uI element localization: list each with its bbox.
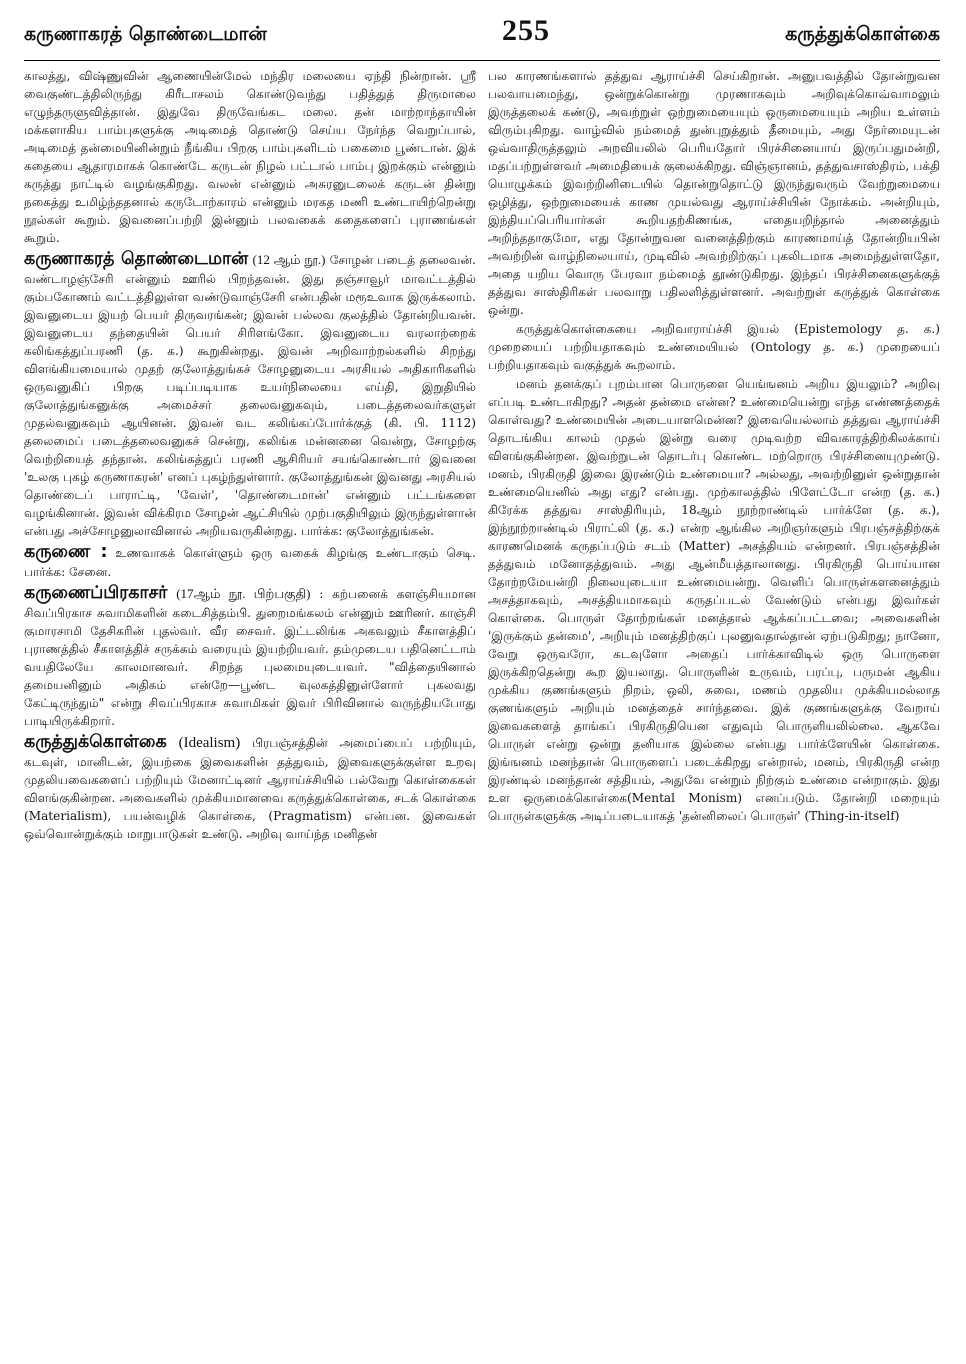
paragraph-right-2: கருத்துக்கொள்கையை அறிவாராய்ச்சி இயல் (Epistemology த. க.) முறையைப் பற்றியதாகவும் உண்மையியல் (Ontology த. க.) முறையைப் பற்றியதாகவும் வகுத்துக் கூறலாம். [488, 322, 940, 372]
paragraph-right-3: மனம் தனக்குப் புறம்பான பொருளை யெங்ஙனம் அறிய இயலும்? அறிவு எப்படி உண்டாகிறது? அதன் தன்மை என்ன? உண்மையென்று எந்த எண்ணத்தைக் கொள்வது? உண்மையின் அடையாளமென்ன? இவையெல்லாம் தத்துவ ஆராய்ச்சி தொடங்கிய காலம் முதல் இன்று வரை முடிவற்ற விவகாரத்திற்கிலக்காய் விளங்குகின்றன. இவற்றுடன் தொடர்பு கொண்ட மற்றொரு பிரச்சினையுமுண்டு. மனம், பிரகிருதி இவை இரண்டும் உண்மையா? அல்லது, அவற்றினுள் ஒன்றுதான் உண்மையெனில் அது எது? என்பது. முற்காலத்தில் பிளேட்டோ என்ற (த. க.) கிரேக்க தத்துவ சாஸ்திரியும், 18ஆம் நூற்றாண்டில் பார்க்ளே (த. க.), இந்நூற்றாண்டில் பிராட்லி (த. க.) என்ற ஆங்கில அறிஞர்களும் பிரபஞ்சத்திற்குக் காரணமெனக் கருதப்படும் சடம் (Matter) அசத்தியம் என்றனர். பிரபஞ்சத்தின் தத்துவம் மனோதத்துவம். அது ஆன்மீயத்தாலானது. பிரகிருதி பொய்யான தோற்றமேயன்றி நிலையுடையா உண்மையன்று. வெளிப் பொருள்களனைத்தும் அசத்தாகவும், அசத்தியமாகவும் கருதப்படல் வேண்டும் என்பது இவர்கள் கொள்கை. பொருள் தோற்றங்கள் மனத்தால் ஆக்கப்பட்டவை; அவைகளின் 'இருக்கும் தன்மை', அறியும் மனத்திற்குப் புலனுவதால்தான் ஏற்படுகிறது; நானோ, வேறு ஒருவரோ, கடவுளோ அதைப் பார்க்காவிடில் ஒரு பொருளை இருக்கிறதென்று கூற இயலாது. பொருளின் உருவம், பரப்பு, பருமன் ஆகிய முக்கிய குணங்களும் நிறம், ஒலி, சுவை, மணம் முதலிய முக்கியமல்லாத குணங்களும் அறியும் மனத்தைச் சார்ந்தவை. இக் குணங்களுக்கு வேறாய் இவைகளைத் தாங்கப் பிரகிருதியென எதுவும் பொருளியலில்லை. ஆகவே பொருள் என்று ஒன்று தனியாக இல்லை என்பது பார்க்ளேயின் கொள்கை. இங்ஙனம் மனந்தான் பொருளைப் படைக்கிறது என்றால், மனம், பிரகிருதி என்ற இரண்டில் மனந்தான் சத்தியம், அதுவே என்றும் நிற்கும் உண்மை என்றாகும். இது உள ஒருமைக்கொள்கை(Mental Monism) எனப்படும். தோன்றி மறையும் பொருள்களுக்கு அடிப்படையாகத் 'தன்னிலைப் பொருள்' (Thing-in-itself) [488, 377, 940, 823]
header-right-headword: கருத்துக்கொள்கை [785, 23, 940, 45]
note-idealism: (Idealism) [178, 735, 241, 751]
body-karunai: உணவாகக் கொள்ளும் ஒரு வகைக் கிழங்கு உண்டாகும் செடி. பார்க்க: சேனை. [24, 546, 476, 579]
headword-karuthukkolgai: கருத்துக்கொள்கை [24, 732, 167, 752]
body-karuthukkolgai: பிரபஞ்சத்தின் அமைப்பைப் பற்றியும், கடவுள், மானிடன், இயற்கை இவைகளின் தத்துவம், இவைகளுக்குள்ள உறவு முதலியவைகளைப் பற்றியும் மேனாட்டினர் ஆராய்ச்சியில் பல்வேறு கொள்கைகள் விளங்குகின்றன. அவைகளில் முக்கியமானவை கருத்துக்கொள்கை, சடக் கொள்கை (Materialism), பயன்வழிக் கொள்கை, (Pragmatism) என்பன. இவைகள் ஒவ்வொன்றுக்கும் மாறுபாடுகள் உண்டு. அறிவு வாய்ந்த மனிதன் [24, 736, 476, 841]
headword-karunakara: கருணாகரத் தொண்டைமான் [24, 249, 249, 269]
entry-karunakara [24, 248, 476, 540]
note-karunakara: (12 ஆம் நூ.) [252, 252, 326, 267]
page-number: 255 [501, 14, 550, 47]
body-karunakara: சோழன் படைத் தலைவன். வண்டாழஞ்சேரி என்னும் ஊரில் பிறந்தவன். இது தஞ்சாவூர் மாவட்டத்தில் கும்பகோணம் வட்டத்திலுள்ள வண்டுவாஞ்சேரி என்பதின் மரூஉவாக இருக்கலாம். இவனுடைய இயற் பெயர் திருவரங்கன்; இவன் பல்லவ குலத்தில் தோன்றியவன். இவனுடைய தந்தையின் பெயர் சிரிளங்கோ. இவனுடைய வரலாற்றைக் கலிங்கத்துப்பரணி (த. க.) கூறுகின்றது. இவன் அறிவாற்றல்களில் சிறந்து விளங்கியமையால் முதற் குலோத்துங்கச் சோழனுடைய அரசியல் அதிகாரிகளில் ஒருவனுகிப் பிறகு படிப்படியாக உயர்நிலையை எய்தி, இறுதியில் குலோத்துங்கனுக்கு அமைச்சர் தலைவனுகவும், படைத்தலைவர்களுள் முதல்வனுகவும் ஆயினன். இவன் வட கலிங்கப்போர்க்குத் (கி. பி. 1112) தலைமைப் படைத்தலைவனுகச் சென்று, கலிங்க மன்னனை வென்று, சோழற்கு வெற்றியைத் தந்தான். கலிங்கத்துப் பரணி ஆசிரியர் சயங்கொண்டார் இவனை 'உலகு புகழ் கருணாகரன்' எனப் புகழ்ந்துள்ளார். குலோத்துங்கன் இவனது அரசியல் தொண்டைப் பாராட்டி, 'வேள்', 'தொண்டைமான்' என்னும் பட்டங்களை வழங்கினான். இவன் விக்கிரம சோழன் ஆட்சியில் முற்பகுதியிலும் இருந்துள்ளான் என்பது அச்சோழனுலாவினால் அறியவருகின்றது. பார்க்க: குலோத்துங்கன். [24, 253, 476, 538]
headword-karunaiprakasar: கருணைப்பிரகாசர் [24, 583, 168, 603]
entry-karunaiprakasar [24, 582, 476, 730]
entry-karunai [24, 541, 476, 581]
entry-karuthukkolgai [24, 731, 476, 843]
right-column [488, 67, 940, 844]
header-left-headword: கருணாகரத் தொண்டைமான் [24, 23, 267, 45]
headword-karunai: கருணை : [24, 542, 108, 562]
body-karunaiprakasar: : கற்பனைக் களஞ்சியமான சிவப்பிரகாச சுவாமிகளின் கடைசித்தம்பி. துறைமங்கலம் என்னும் ஊரினர். காஞ்சி குமாரசாமி தேசிகரின் புதல்வர். வீர சைவர். இட்டலிங்க அகவலும் சீகாளத்திப் புராணத்தில் சீகாளத்திச் சருக்கம் வரையும் இயற்றியவர். தம்முடைய பதினெட்டாம் வயதிலேயே காலமானவர். சிறந்த புலமையுடையவர். "வித்தையினால் தமையனினும் அதிகம் என்றே—பூண்ட வுலகத்தினுள்ளோர் புகலவது கேட்டிருந்தும்" என்று சிவப்பிரகாச சுவாமிகள் இவர் பிரிவினால் வருந்தியபோது பாடியிருக்கிறார். [24, 587, 476, 728]
running-head [24, 14, 940, 61]
note-karunaiprakasar: (17ஆம் நூ. பிற்பகுதி) [176, 586, 311, 601]
left-column [24, 67, 476, 844]
paragraph-vishnu: காலத்து, விஷ்ணுவின் ஆணையின்மேல் மந்திர மலையை ஏந்தி நின்றான். ஸ்ரீ வைகுண்டத்திலிருந்து கிரீடாசலம் கொண்டுவந்து பதித்துத் திருமாலை எழுந்தருளுவித்தான். இதுவே திருவேங்கட மலை. தன் மாற்றாந்தாயின் மக்களாகிய பாம்புகளுக்கு அடிமைத் தொண்டு செய்ய நேர்ந்த வெறுப்பால், அடிமைத் தன்மையினின்றும் நீங்கிய பிறகு பாம்புகளிடம் பகைமை பூண்டான். இக் கதையை ஆதாரமாகக் கொண்டே கருடன் நிழல் பட்டால் பாம்பு இறக்கும் என்னும் கருத்து நாட்டில் வழங்குகிறது. வலன் என்னும் அசுரனுடலைக் கருடன் தின்று நகைத்து உமிழ்ந்ததனால் கருடோற்காரம் என்னும் மரகத மணி உண்டாயிற்றென்று நூல்கள் கூறும். இவனைப்பற்றி இன்னும் பலவகைக் கதைகளைப் புராணங்கள் கூறும். [24, 69, 476, 245]
paragraph-right-1: பல காரணங்களால் தத்துவ ஆராய்ச்சி செய்கிறான். அனுபவத்தில் தோன்றுவன பலவாயமைந்து, ஒன்றுக்கொன்று முரணாகவும் அறிவுக்கொவ்வாமலும் இருத்தலைக் கண்டு, அவற்றுள் ஒற்றுமையையும் ஒருமையையும் அறிய உள்ளம் விரும்புகிறது. வாழ்வில் நம்மைத் துன்புறுத்தும் தீமையும், அது நேர்மையுடன் ஒவ்வாதிருத்தலும் அறவியலில் பெரியதோர் பிரச்சினையாய் இருப்பதுமன்றி, மதப்பற்றுள்ளவர் அமைதியைக் குலைக்கிறது. விஞ்ஞானம், தத்துவசாஸ்திரம், பக்தி யொழுக்கம் இவற்றினிடையில் தொன்றுதொட்டு இருந்துவரும் வேற்றுமையை ஒழித்து, ஒற்றுமையைக் காண முயல்வது ஆராய்ச்சியின் நோக்கம். அன்றியும், இந்தியப்பெரியார்கள் கூறியதற்கிணங்க, எதையறிந்தால் அனைத்தும் அறிந்ததாகுமோ, எது தோன்றுவன வனைத்திற்கும் காரணமாய்த் தோன்றியபின் அவற்றின் வாழ்நிலையாய், முடிவில் அவற்றிற்குப் புகலிடமாக அமைந்துள்ளதோ, அதை யறிய வொரு பேரவா நம்மைத் தூண்டுகிறது. இந்தப் பிரச்சினைகளுக்குத் தத்துவ சாஸ்திரிகள் பலவாறு பதிலளித்துள்ளனர். அவற்றுள் கருத்துக் கொள்கை ஒன்று. [488, 69, 940, 317]
two-column-body [24, 67, 940, 844]
